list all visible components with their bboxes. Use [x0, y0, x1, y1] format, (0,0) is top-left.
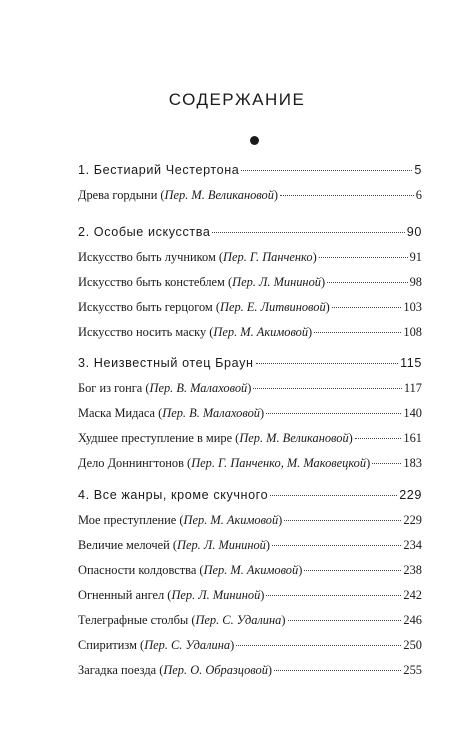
entry-title: Огненный ангел (Пер. Л. Мининой) [78, 588, 265, 602]
toc-section-heading[interactable] [78, 356, 422, 381]
toc-section-3 [78, 356, 422, 481]
dot-leader [266, 594, 401, 596]
page-number: 229 [399, 488, 422, 502]
translator: Пер. Е. Литвиновой [220, 300, 326, 314]
toc-entry[interactable] [78, 663, 422, 688]
translator: Пер. С. Удалина [144, 638, 231, 652]
entry-title: Древа гордыни (Пер. М. Великановой) [78, 188, 279, 202]
page-number: 103 [403, 300, 422, 314]
bullet-ornament [250, 136, 259, 145]
dot-leader [280, 194, 414, 196]
entry-title: Опасности колдовства (Пер. М. Акимовой) [78, 563, 303, 577]
toc-entry[interactable] [78, 456, 422, 481]
toc-entry[interactable] [78, 638, 422, 663]
page-number: 117 [403, 381, 422, 395]
dot-leader [304, 569, 401, 571]
toc-entry[interactable] [78, 613, 422, 638]
entry-title: Маска Мидаса (Пер. В. Малаховой) [78, 406, 265, 420]
toc-entry[interactable] [78, 325, 422, 350]
entry-title: Загадка поезда (Пер. О. Образцовой) [78, 663, 273, 677]
entry-title: Величие мелочей (Пер. Л. Мининой) [78, 538, 270, 552]
translator: Пер. М. Акимовой [183, 513, 279, 527]
section-label: 2. Особые искусства [78, 225, 211, 239]
section-label: 3. Неизвестный отец Браун [78, 356, 254, 370]
toc-section-4 [78, 488, 422, 688]
entry-title: Телеграфные столбы (Пер. С. Удалина) [78, 613, 286, 627]
page-number: 234 [403, 538, 422, 552]
page-number: 229 [403, 513, 422, 527]
entry-title: Мое преступление (Пер. М. Акимовой) [78, 513, 283, 527]
page-title: СОДЕРЖАНИЕ [168, 90, 306, 109]
translator: Пер. О. Образцовой [163, 663, 268, 677]
entry-title: Искусство быть герцогом (Пер. Е. Литвиновой) [78, 300, 330, 314]
entry-title: Искусство носить маску (Пер. М. Акимовой) [78, 325, 313, 339]
dot-leader [256, 362, 399, 364]
page-number: 183 [403, 456, 422, 470]
page-number: 242 [403, 588, 422, 602]
translator: Пер. Л. Мининой [171, 588, 261, 602]
page-number: 91 [409, 250, 422, 264]
dot-leader [319, 256, 408, 258]
dot-leader [236, 644, 401, 646]
entry-title: Искусство быть лучником (Пер. Г. Панченко) [78, 250, 317, 264]
translator: Пер. М. Акимовой [213, 325, 309, 339]
translator: Пер. В. Малаховой [149, 381, 248, 395]
translator: Пер. Л. Мининой [177, 538, 266, 552]
section-label: 1. Бестиарий Честертона [78, 163, 240, 177]
translator: Пер. М. Акимовой [203, 563, 299, 577]
dot-leader [212, 231, 404, 233]
toc-entry[interactable] [78, 538, 422, 563]
entry-title: Искусство быть констеблем (Пер. Л. Мининой) [78, 275, 326, 289]
toc-entry[interactable] [78, 188, 422, 213]
toc-entry[interactable] [78, 300, 422, 325]
toc-section-heading[interactable] [78, 488, 422, 513]
page-number: 161 [403, 431, 422, 445]
dot-leader [270, 494, 397, 496]
toc-entry[interactable] [78, 406, 422, 431]
dot-leader [372, 462, 401, 464]
dot-leader [272, 544, 401, 546]
page-number: 6 [415, 188, 422, 202]
page-number: 140 [403, 406, 422, 420]
translator: Пер. В. Малаховой [162, 406, 260, 420]
page-number: 255 [403, 663, 422, 677]
dot-leader [284, 519, 401, 521]
entry-title: Бог из гонга (Пер. В. Малаховой) [78, 381, 252, 395]
dot-leader [274, 669, 401, 671]
translator: Пер. М. Великановой [239, 431, 349, 445]
page-number: 250 [403, 638, 422, 652]
translator: Пер. Г. Панченко, М. Маковецкой [191, 456, 367, 470]
toc-entry[interactable] [78, 563, 422, 588]
toc-entry[interactable] [78, 275, 422, 300]
dot-leader [314, 331, 401, 333]
toc-entry[interactable] [78, 513, 422, 538]
toc-section-heading[interactable] [78, 225, 422, 250]
entry-title: Дело Доннингтонов (Пер. Г. Панченко, М. Маковецкой) [78, 456, 371, 470]
toc-entry[interactable] [78, 431, 422, 456]
toc-section-heading[interactable] [78, 163, 422, 188]
toc-section-2 [78, 225, 422, 350]
translator: Пер. С. Удалина [195, 613, 282, 627]
dot-leader [253, 387, 402, 389]
dot-leader [332, 306, 402, 308]
section-label: 4. Все жанры, кроме скучного [78, 488, 269, 502]
toc-entry[interactable] [78, 381, 422, 406]
dot-leader [288, 619, 402, 621]
page-number: 98 [409, 275, 422, 289]
translator: Пер. Л. Мининой [232, 275, 321, 289]
entry-title: Худшее преступление в мире (Пер. М. Великановой) [78, 431, 353, 445]
toc-entry[interactable] [78, 588, 422, 613]
page-number: 108 [403, 325, 422, 339]
entry-title: Спиритизм (Пер. С. Удалина) [78, 638, 235, 652]
dot-leader [355, 437, 402, 439]
toc-entry[interactable] [78, 250, 422, 275]
dot-leader [241, 169, 412, 171]
page-number: 90 [406, 225, 422, 239]
page-number: 5 [414, 163, 422, 177]
translator: Пер. М. Великановой [164, 188, 274, 202]
page-number: 238 [403, 563, 422, 577]
dot-leader [266, 412, 401, 414]
page-number: 246 [403, 613, 422, 627]
translator: Пер. Г. Панченко [223, 250, 313, 264]
page-number: 115 [400, 356, 422, 370]
dot-leader [327, 281, 408, 283]
toc-section-1 [78, 163, 422, 213]
